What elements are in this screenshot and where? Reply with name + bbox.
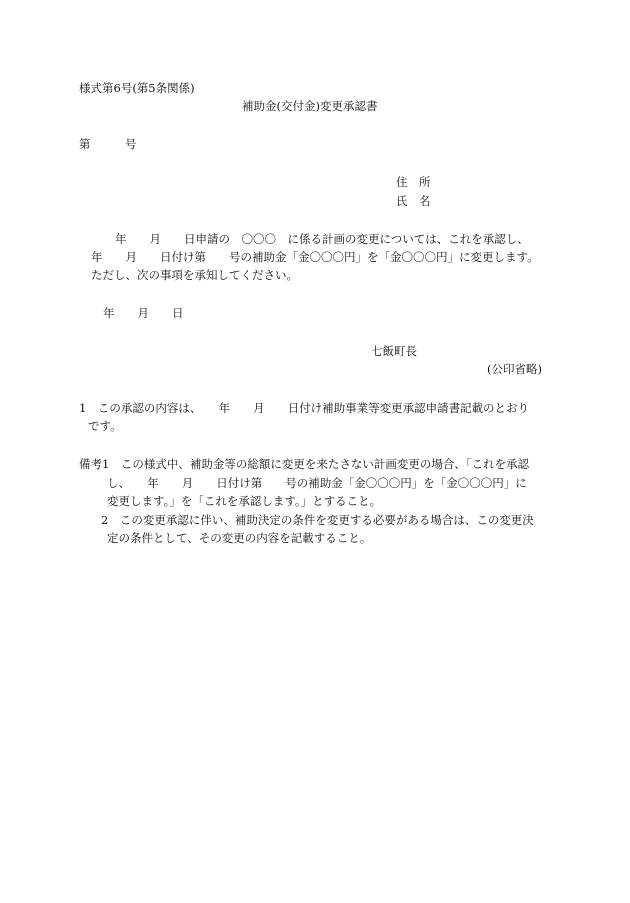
recipient-address-label: 住 所 — [396, 175, 431, 189]
body-line-1: 年 月 日申請の 〇〇〇 に係る計画の変更については、これを承認し、 — [115, 232, 529, 246]
note-1-line-3: 変更します。」を「これを承認します。」とすること。 — [107, 494, 382, 508]
issuer-name: 七飯町長 — [371, 344, 417, 358]
note-2-line-1: 2 この変更承認に伴い、補助決定の条件を変更する必要がある場合は、この変更決 — [101, 513, 534, 527]
document-title: 補助金(交付金)変更承認書 — [242, 99, 378, 113]
condition-item-1-line-1: 1 この承認の内容は、 年 月 日付け補助事業等変更承認申請書記載のとおり — [79, 401, 530, 415]
form-number: 様式第6号(第5条関係) — [79, 81, 195, 95]
recipient-name-label: 氏 名 — [396, 194, 431, 208]
note-2-line-2: 定の条件として、その変更の内容を記載すること。 — [107, 531, 372, 545]
issue-date: 年 月 日 — [103, 306, 184, 320]
note-1-line-1: 備考1 この様式中、補助金等の総額に変更を来たさない計画変更の場合、「これを承認 — [79, 457, 530, 471]
body-line-3: ただし、次の事項を承知してください。 — [91, 268, 298, 282]
note-1-line-2: し、 年 月 日付け第 号の補助金「金〇〇〇円」を「金〇〇〇円」に — [107, 476, 527, 490]
document-number: 第 号 — [79, 137, 137, 151]
seal-omitted-note: (公印省略) — [487, 362, 542, 376]
condition-item-1-line-2: です。 — [88, 419, 122, 433]
body-line-2: 年 月 日付け第 号の補助金「金〇〇〇円」を「金〇〇〇円」に変更します。 — [91, 250, 539, 264]
